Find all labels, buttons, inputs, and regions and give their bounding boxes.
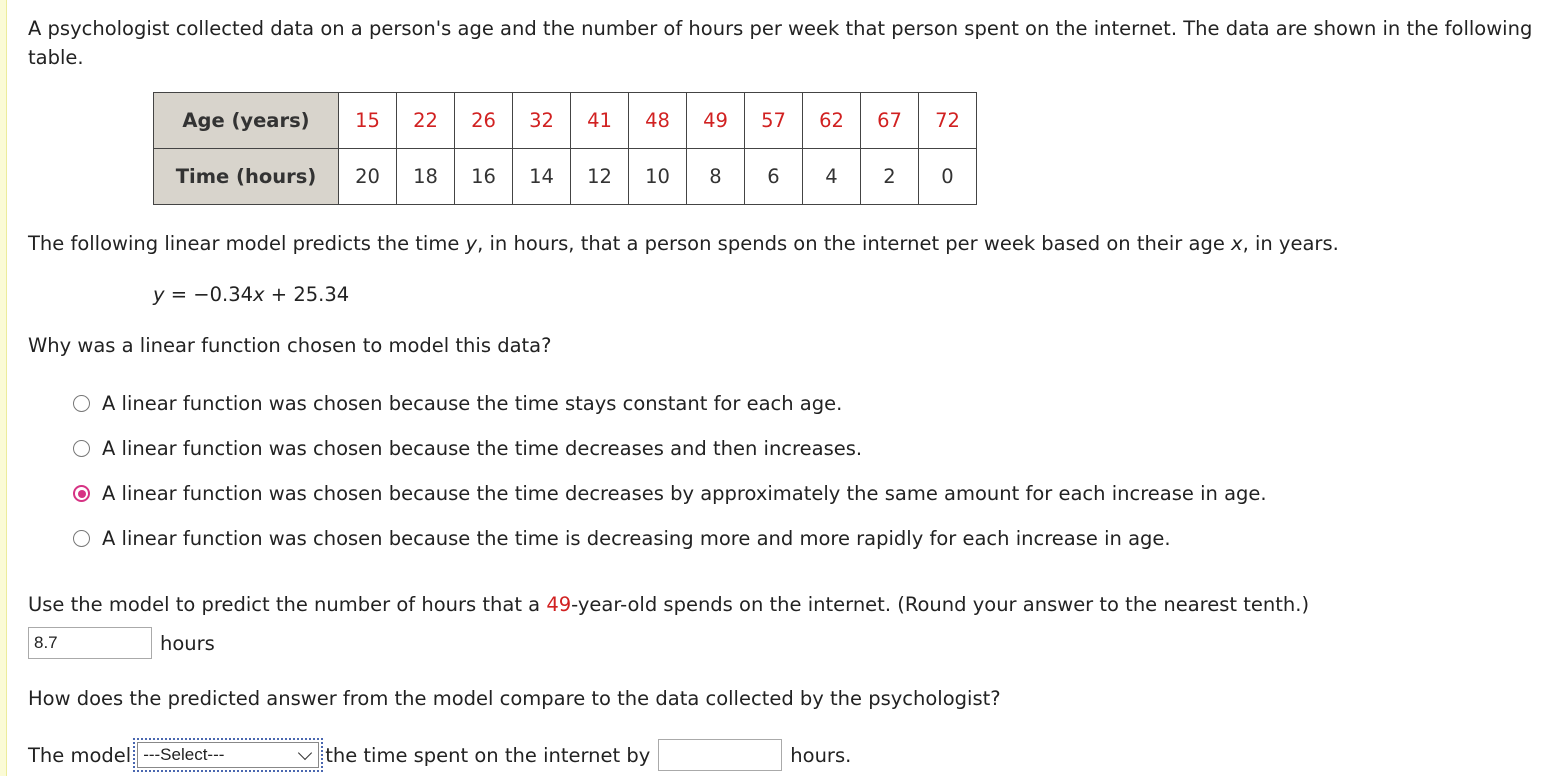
radio-button[interactable] (73, 395, 90, 412)
left-margin-bar (0, 0, 7, 776)
question-2-prompt (28, 593, 1309, 616)
age-row (154, 93, 977, 149)
compare-middle: the time spent on the internet by (325, 743, 651, 767)
radio-button[interactable] (73, 530, 90, 547)
choice-option-2[interactable] (73, 426, 1267, 471)
time-row (154, 149, 977, 205)
time-cell: 20 (339, 149, 397, 205)
hours-unit-label: hours (160, 631, 215, 655)
eq-intercept: + 25.34 (264, 283, 350, 306)
question-1-prompt: Why was a linear function chosen to model this data? (28, 334, 552, 357)
age-cell: 32 (513, 93, 571, 149)
prompt-part: Use the model to predict the number of hours that a (28, 593, 547, 616)
answer-row (28, 627, 215, 659)
age-cell: 57 (745, 93, 803, 149)
model-text-part: , in hours, that a person spends on the internet per week based on their age (477, 232, 1232, 255)
compare-unit: hours. (790, 743, 852, 767)
time-cell: 6 (745, 149, 803, 205)
choice-option-3[interactable] (73, 471, 1267, 516)
time-cell: 18 (397, 149, 455, 205)
time-cell: 8 (687, 149, 745, 205)
select-value: ---Select--- (143, 745, 225, 764)
age-cell: 49 (687, 93, 745, 149)
age-cell: 72 (919, 93, 977, 149)
age-cell: 15 (339, 93, 397, 149)
highlighted-age: 49 (546, 593, 572, 616)
radio-button[interactable] (73, 440, 90, 457)
select-focus-ring (133, 738, 323, 772)
eq-x: x (253, 283, 265, 306)
radio-button-selected[interactable] (73, 485, 90, 502)
age-cell: 41 (571, 93, 629, 149)
question-content (28, 14, 1543, 767)
age-cell: 67 (861, 93, 919, 149)
model-description (28, 232, 1339, 255)
time-cell: 0 (919, 149, 977, 205)
age-cell: 48 (629, 93, 687, 149)
model-text-part: The following linear model predicts the time (28, 232, 466, 255)
chevron-down-icon (298, 745, 312, 759)
age-cell: 26 (455, 93, 513, 149)
question-3-prompt: How does the predicted answer from the model compare to the data collected by the psychologist? (28, 687, 1001, 710)
time-cell: 4 (803, 149, 861, 205)
age-header: Age (years) (154, 93, 339, 149)
choice-label: A linear function was chosen because the time decreases and then increases. (102, 437, 863, 460)
age-cell: 22 (397, 93, 455, 149)
choice-label: A linear function was chosen because the time decreases by approximately the same amount for each increase in age. (102, 482, 1267, 505)
choice-list (73, 381, 1267, 561)
choice-label: A linear function was chosen because the time stays constant for each age. (102, 392, 843, 415)
hours-answer-input[interactable] (28, 627, 152, 659)
time-cell: 10 (629, 149, 687, 205)
age-cell: 62 (803, 93, 861, 149)
choice-label: A linear function was chosen because the time is decreasing more and more rapidly for each increase in age. (102, 527, 1171, 550)
time-cell: 2 (861, 149, 919, 205)
data-table (153, 92, 977, 205)
choice-option-1[interactable] (73, 381, 1267, 426)
compare-row (28, 738, 851, 772)
model-equation (153, 283, 349, 306)
compare-lead: The model (28, 743, 132, 767)
time-cell: 12 (571, 149, 629, 205)
prompt-part: -year-old spends on the internet. (Round your answer to the nearest tenth.) (571, 593, 1310, 616)
var-y: y (465, 232, 478, 255)
var-x: x (1231, 232, 1243, 255)
comparison-select[interactable] (137, 742, 319, 768)
model-text-part: , in years. (1242, 232, 1339, 255)
time-cell: 14 (513, 149, 571, 205)
choice-option-4[interactable] (73, 516, 1267, 561)
time-cell: 16 (455, 149, 513, 205)
time-header: Time (hours) (154, 149, 339, 205)
difference-input[interactable] (658, 739, 782, 771)
intro-text: A psychologist collected data on a person's age and the number of hours per week that person spent on the internet. The data are shown in the following table. (28, 17, 1533, 69)
eq-y: y (153, 283, 165, 306)
eq-slope: = −0.34 (164, 283, 254, 306)
